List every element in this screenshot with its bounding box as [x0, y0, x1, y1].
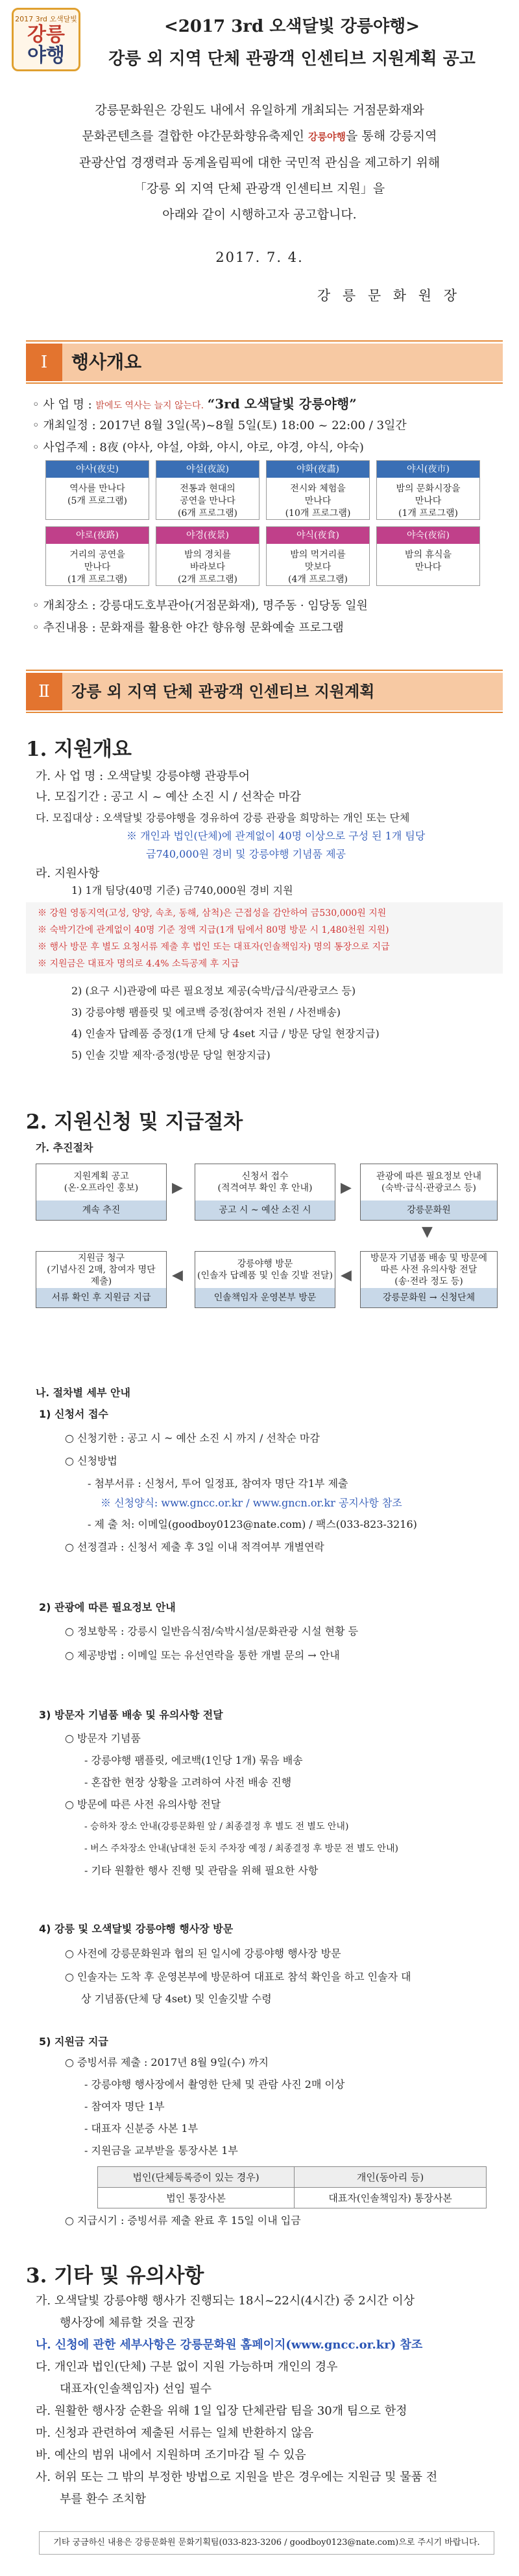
- program-card-body: [377, 544, 479, 574]
- overview-item-ga: 가. 사 업 명 : 오색달빛 강릉야행 관광투어: [36, 769, 250, 783]
- detail-3-line: - 강릉야행 팸플릿, 에코백(1인당 1개) 묶음 배송: [84, 1754, 303, 1766]
- overview-item-da: 다. 모집대상 : 오색달빛 강릉야행을 경유하여 강릉 관광을 희망하는 개인 또는 단체: [36, 812, 410, 824]
- program-card-line: (10개 프로그램): [285, 508, 351, 519]
- program-card: [266, 460, 370, 520]
- support-note: ※ 숙박기간에 관계없이 40명 기준 정액 지급(1개 팀에서 80명 방문 시 1,480천원 지원): [38, 925, 389, 935]
- heading-3: 3. 기타 및 유의사항: [26, 2264, 204, 2288]
- heading-2: 2. 지원신청 및 지급절차: [26, 1110, 243, 1134]
- detail-3-line: - 승하차 장소 안내(강릉문화원 앞 / 최종결정 후 별도 전 별도 안내): [84, 1821, 349, 1832]
- section-2-number: Ⅱ: [26, 673, 62, 710]
- section-divider: [26, 670, 503, 671]
- program-card-line: 거리의 공연을: [69, 550, 125, 560]
- etc-item: 라. 원활한 행사장 순환을 위해 1일 입장 단체관람 팀을 30개 팀으로 한정: [36, 2404, 407, 2418]
- detail-1-line: ○ 신청기한 : 공고 시 ~ 예산 소진 시 까지 / 선착순 마감: [65, 1432, 320, 1444]
- detail-3-line: - 기타 원활한 행사 진행 및 관람을 위해 필요한 사항: [84, 1864, 319, 1877]
- etc-item: 부를 환수 조치함: [60, 2492, 147, 2506]
- process-step-line: (온·오프라인 홍보): [64, 1183, 139, 1193]
- detail-3-line: - 버스 주차장소 안내(남대천 둔치 주차장 예정 / 최종결정 후 방문 전 별도 안내): [84, 1844, 398, 1854]
- detail-2-line: ○ 제공방법 : 이메일 또는 유선연락을 통한 개별 문의 → 안내: [65, 1649, 340, 1661]
- event-venue: ◦ 개최장소 : 강릉대도호부관아(거점문화재), 명주동 · 임당동 일원: [32, 599, 368, 613]
- heading-1: 1. 지원개요: [26, 738, 132, 761]
- program-card: [376, 460, 480, 520]
- detail-1-line: ○ 신청방법: [65, 1455, 117, 1467]
- process-step-owner: 강릉문화원 → 신청단체: [361, 1288, 497, 1307]
- support-item-1: 1) 1개 팀당(40명 기준) 금740,000원 경비 지원: [71, 884, 293, 896]
- event-name-value: “3rd 오색달빛 강릉야행”: [207, 396, 357, 412]
- process-step-title: [361, 1252, 497, 1288]
- event-promo: ◦ 추진내용 : 문화재를 활용한 야간 향유형 문화예술 프로그램: [32, 621, 344, 635]
- process-step-title: [195, 1164, 335, 1200]
- flow-arrow-icon: ▶: [341, 1180, 352, 1196]
- support-notes-box: [26, 902, 503, 974]
- program-card-body: [46, 544, 149, 586]
- detail-4-title: 4) 강릉 및 오색달빛 강릉야행 행사장 방문: [39, 1923, 234, 1935]
- section-divider: [26, 712, 503, 713]
- process-step-line: 방문자 기념품 배송 및 방문에: [370, 1253, 488, 1263]
- overview-item-na: 나. 모집기간 : 공고 시 ~ 예산 소진 시 / 선착순 마감: [36, 790, 301, 804]
- intro-line: 관광산업 경쟁력과 동계올림픽에 대한 국민적 관심을 제고하기 위해: [78, 156, 441, 170]
- program-card-line: 밤의 휴식을: [404, 550, 452, 560]
- process-step: [360, 1164, 498, 1221]
- detail-1-line: ○ 선정결과 : 신청서 제출 후 3일 이내 적격여부 개별연락: [65, 1541, 324, 1553]
- detail-3-line: ○ 방문자 기념품: [65, 1732, 141, 1744]
- logo-small-text: 2017 3rd 오색달빛: [15, 15, 77, 23]
- detail-4-line: ○ 사전에 강릉문화원과 협의 된 일시에 강릉야행 행사장 방문: [65, 1947, 341, 1960]
- process-step-line: (송·전라 정도 등): [394, 1276, 463, 1287]
- table-header: 개인(동아리 등): [295, 2167, 487, 2188]
- process-step: [36, 1164, 167, 1221]
- program-card-body: [46, 478, 149, 508]
- program-card-title: 야시(夜市): [377, 461, 479, 478]
- process-step-line: 관광에 따른 필요정보 안내: [376, 1171, 482, 1182]
- process-step-line: (기념사진 2매, 참여자 명단: [47, 1265, 156, 1275]
- support-note: ※ 강원 영동지역(고성, 양양, 속초, 동해, 삼척)은 근접성을 감안하여 금530,000원 지원: [38, 908, 387, 919]
- program-card-line: 바라보다: [189, 562, 226, 572]
- flow-arrow-icon: ◀: [341, 1267, 352, 1283]
- program-card-title: 야식(夜食): [267, 527, 369, 544]
- detail-4-line: 상 기념품(단체 당 4set) 및 인솔깃발 수령: [81, 1993, 272, 2005]
- support-item-4: 4) 인솔자 답례품 증정(1개 단체 당 4set 지급 / 방문 당일 현장지급): [71, 1027, 380, 1040]
- program-card-body: [156, 478, 259, 520]
- program-card-line: 밤의 문화시장을: [396, 484, 461, 494]
- program-card-line: (1개 프로그램): [398, 508, 458, 519]
- program-card: [266, 526, 370, 586]
- detail-title: 나. 절차별 세부 안내: [36, 1387, 130, 1399]
- process-step-owner: 공고 시 ~ 예산 소진 시: [195, 1200, 335, 1220]
- program-card-line: 밤의 먹거리를: [290, 550, 346, 560]
- detail-1-line: - 첨부서류 : 신청서, 투어 일정표, 참여자 명단 각1부 제출: [88, 1477, 348, 1490]
- process-step-owner: 계속 추진: [36, 1200, 166, 1220]
- detail-1-title: 1) 신청서 접수: [39, 1408, 108, 1420]
- program-card-line: 밤의 경치를: [184, 550, 232, 560]
- table-header: 법인(단체등록증이 있는 경우): [98, 2167, 295, 2188]
- overview-da-note: 금740,000원 경비 및 강릉야행 기념품 제공: [146, 848, 346, 860]
- intro-paragraph: [45, 97, 474, 228]
- process-step-line: (적격여부 확인 후 안내): [217, 1183, 313, 1193]
- detail-3-line: - 혼잡한 현장 상황을 고려하여 사전 배송 진행: [84, 1776, 292, 1788]
- flow-arrow-icon: ◀: [172, 1267, 183, 1283]
- page-title-line1: <2017 3rd 오색달빛 강릉야행>: [164, 17, 420, 36]
- program-card-title: 야숙(夜宿): [377, 527, 479, 544]
- detail-3-line: ○ 방문에 따른 사전 유의사항 전달: [65, 1798, 221, 1810]
- etc-item: 행사장에 체류할 것을 권장: [60, 2316, 195, 2330]
- program-card-title: 야로(夜路): [46, 527, 149, 544]
- process-step: [195, 1251, 335, 1308]
- detail-5-line: - 참여자 명단 1부: [84, 2100, 165, 2113]
- overview-item-ra: 라. 지원사항: [36, 867, 100, 880]
- section-1-title: 행사개요: [71, 351, 142, 373]
- process-title: 가. 추진절차: [36, 1142, 93, 1154]
- support-item-3: 3) 강릉야행 팸플릿 및 에코백 증정(참여자 전원 / 사전배송): [71, 1006, 341, 1018]
- process-step-line: 지원계획 공고: [73, 1171, 129, 1182]
- process-step-title: [195, 1252, 335, 1288]
- section-divider: [26, 340, 503, 342]
- process-step-title: [36, 1252, 166, 1288]
- program-card-body: [267, 478, 369, 520]
- program-card-body: [267, 544, 369, 586]
- event-name: ◦ 사 업 명 : 밝에도 역사는 늘지 않는다. “3rd 오색달빛 강릉야행”: [32, 396, 357, 412]
- process-step-title: [36, 1164, 166, 1200]
- flow-arrow-icon: ▶: [172, 1180, 183, 1196]
- program-card: [45, 460, 149, 520]
- event-period: ◦ 개최일정 : 2017년 8월 3일(목)~8월 5일(토) 18:00 ~ 22:00 / 3일간: [32, 419, 407, 432]
- program-card-line: 만나다: [304, 496, 332, 506]
- program-card: [156, 460, 260, 520]
- process-step: [360, 1251, 498, 1308]
- intro-line: 문화콘텐츠를 결합한 야간문화향유축제인 강릉야행을 통해 강릉지역: [82, 129, 437, 143]
- program-card-title: 야경(夜景): [156, 527, 259, 544]
- event-slogan: 밝에도 역사는 늘지 않는다.: [95, 401, 204, 411]
- etc-item: 가. 오색달빛 강릉야행 행사가 진행되는 18시~22시(4시간) 중 2시간 이상: [36, 2294, 415, 2308]
- program-card-line: (4개 프로그램): [288, 574, 348, 585]
- section-2-title: 강릉 외 지역 단체 관광객 인센티브 지원계획: [71, 682, 375, 701]
- program-card-line: 맛보다: [304, 562, 332, 572]
- program-card-line: (5개 프로그램): [67, 496, 127, 506]
- flow-arrow-icon: ▼: [422, 1224, 433, 1240]
- table-cell: 법인 통장사본: [98, 2188, 295, 2208]
- detail-5-line: - 강릉야행 행사장에서 촬영한 단체 및 관람 사진 2매 이상: [84, 2078, 345, 2090]
- etc-item: 대표자(인솔책임자) 선임 필수: [60, 2382, 212, 2396]
- program-card: [156, 526, 260, 586]
- festival-logo: [12, 8, 80, 71]
- announcement-date: 2017. 7. 4.: [215, 250, 304, 265]
- support-item-5: 5) 인솔 깃발 제작·증정(방문 당일 현장지급): [71, 1049, 271, 1061]
- program-card-title: 야사(夜史): [46, 461, 149, 478]
- program-card-line: 공연을 만나다: [180, 496, 235, 506]
- table-cell: 대표자(인솔책임자) 통장사본: [295, 2188, 487, 2208]
- process-step-owner: 강릉문화원: [361, 1200, 497, 1220]
- application-form-link: ※ 신청양식: www.gncc.or.kr / www.gncn.or.kr 공지사항 참조: [101, 1497, 402, 1509]
- program-card-body: [377, 478, 479, 520]
- program-card: [376, 526, 480, 586]
- etc-item: 바. 예산의 범위 내에서 지원하며 조기마감 될 수 있음: [36, 2448, 306, 2462]
- festival-badge: 강릉야행: [308, 131, 346, 143]
- program-card-line: 전통과 현대의: [180, 484, 235, 494]
- logo-text-line1: 강릉: [27, 23, 65, 46]
- etc-item: 사. 허위 또는 그 밖의 부정한 방법으로 지원을 받은 경우에는 지원금 및 물품 전: [36, 2470, 438, 2484]
- process-step: [195, 1164, 335, 1221]
- signature: 강 릉 문 화 원 장: [317, 288, 461, 303]
- contact-footer: 기타 궁금하신 내용은 강릉문화원 문화기획팀(033-823-3206 / goodboy0123@nate.com)으로 주시기 바랍니다.: [39, 2531, 494, 2555]
- detail-4-line: ○ 인솔자는 도착 후 운영본부에 방문하여 대표로 참석 확인을 하고 인솔자 대: [65, 1971, 411, 1983]
- etc-item: 마. 신청과 관련하여 제출된 서류는 일체 반환하지 않음: [36, 2426, 314, 2440]
- detail-5-line: - 지원금을 교부받을 통장사본 1부: [84, 2144, 238, 2157]
- event-theme: ◦ 사업주제 : 8夜 (야사, 야설, 야화, 야시, 야로, 야경, 야식, 야숙): [32, 441, 364, 454]
- detail-5-title: 5) 지원금 지급: [39, 2035, 108, 2048]
- process-step: [36, 1251, 167, 1308]
- program-card-line: (1개 프로그램): [67, 574, 127, 585]
- program-card-title: 야설(夜說): [156, 461, 259, 478]
- process-step-line: 강릉야행 방문: [237, 1259, 293, 1269]
- program-card-line: 만나다: [415, 562, 442, 572]
- program-card-title: 야화(夜畵): [267, 461, 369, 478]
- program-card: [45, 526, 149, 586]
- detail-5-line: ○ 지급시기 : 증빙서류 제출 완료 후 15일 이내 입금: [65, 2214, 301, 2227]
- process-step-owner: 인솔책임자 운영본부 방문: [195, 1288, 335, 1307]
- support-note: ※ 행사 방문 후 별도 요청서류 제출 후 법인 또는 대표자(인솔책임자) 명의 통장으로 지급: [38, 942, 390, 952]
- intro-line: 강릉문화원은 강원도 내에서 유일하게 개최되는 거점문화재와: [95, 103, 424, 117]
- program-card-line: 역사를 만나다: [69, 484, 125, 494]
- process-step-title: [361, 1164, 497, 1200]
- support-note: ※ 지원금은 대표자 명의로 4.4% 소득공제 후 지급: [38, 959, 239, 969]
- etc-item: 나. 신청에 관한 세부사항은 강릉문화원 홈페이지(www.gncc.or.kr) 참조: [36, 2338, 423, 2352]
- intro-line: 「강릉 외 지역 단체 관광객 인센티브 지원」을: [134, 181, 385, 196]
- detail-1-line: - 제 출 처: 이메일(goodboy0123@nate.com) / 팩스(033-823-3216): [88, 1518, 417, 1530]
- section-divider: [26, 382, 503, 384]
- page-title-line2: 강릉 외 지역 단체 관광객 인센티브 지원계획 공고: [108, 49, 476, 69]
- logo-text-line2: 야행: [27, 44, 65, 67]
- program-card-body: [156, 544, 259, 586]
- bankbook-table: [97, 2166, 487, 2208]
- process-step-line: 신청서 접수: [241, 1171, 289, 1182]
- process-step-line: 따른 사전 유의사항 전달: [380, 1265, 477, 1275]
- process-step-line: (인솔자 답례품 및 인솔 깃발 전달): [197, 1270, 333, 1281]
- program-card-line: 만나다: [84, 562, 111, 572]
- overview-da-note: ※ 개인과 법인(단체)에 관계없이 40명 이상으로 구성 된 1개 팀당: [127, 830, 426, 842]
- detail-5-line: - 대표자 신분증 사본 1부: [84, 2122, 199, 2135]
- support-item-2: 2) (요구 시)관광에 따른 필요정보 제공(숙박/급식/관광코스 등): [71, 985, 356, 997]
- detail-3-title: 3) 방문자 기념품 배송 및 유의사항 전달: [39, 1709, 223, 1721]
- process-step-line: 제출): [90, 1276, 112, 1287]
- program-card-line: 전시와 체험을: [290, 484, 346, 494]
- detail-5-line: ○ 증빙서류 제출 : 2017년 8월 9일(수) 까지: [65, 2056, 269, 2068]
- intro-line: 아래와 같이 시행하고자 공고합니다.: [162, 207, 357, 222]
- program-card-line: (2개 프로그램): [178, 574, 237, 585]
- process-step-owner: 서류 확인 후 지원금 지급: [36, 1288, 166, 1307]
- section-1-number: I: [26, 344, 62, 381]
- process-step-line: (숙박·급식·관광코스 등): [381, 1183, 476, 1193]
- program-card-line: (6개 프로그램): [178, 508, 237, 519]
- program-card-line: 만나다: [415, 496, 442, 506]
- detail-2-title: 2) 관광에 따른 필요정보 안내: [39, 1601, 176, 1613]
- process-step-line: 지원금 청구: [77, 1253, 125, 1263]
- detail-2-line: ○ 정보항목 : 강릉시 일반음식점/숙박시설/문화관광 시설 현황 등: [65, 1625, 359, 1637]
- etc-item: 다. 개인과 법인(단체) 구분 없이 지원 가능하며 개인의 경우: [36, 2360, 338, 2374]
